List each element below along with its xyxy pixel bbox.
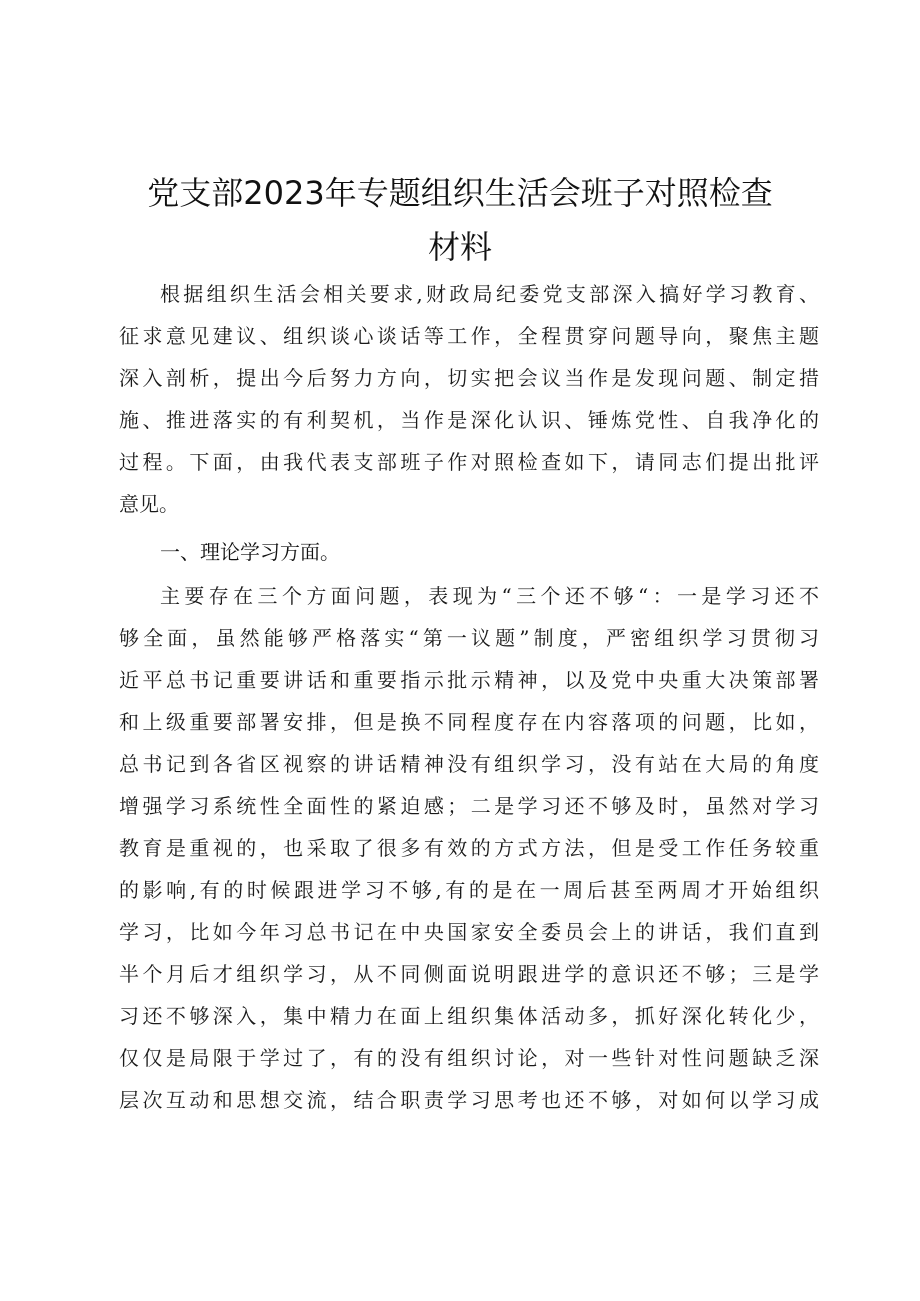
section-paragraph-line: 主要存在三个方面问题，表现为“三个还不够“：一是学习还不	[160, 584, 819, 608]
section-paragraph-line: 增强学习系统性全面性的紧迫感；二是学习还不够及时，虽然对学习	[119, 794, 819, 818]
intro-paragraph-line: 过程。下面，由我代表支部班子作对照检查如下，请同志们提出批评	[119, 450, 819, 474]
section-paragraph-line: 仅仅是局限于学过了，有的没有组织讨论，对一些针对性问题缺乏深	[119, 1046, 819, 1070]
intro-paragraph-line: 根据组织生活会相关要求,财政局纪委党支部深入搞好学习教育、	[160, 282, 819, 306]
intro-paragraph-line: 意见。	[119, 492, 179, 516]
section-paragraph-line: 够全面，虽然能够严格落实“第一议题”制度，严密组织学习贯彻习	[119, 626, 819, 650]
section-paragraph-line: 学习，比如今年习总书记在中央国家安全委员会上的讲话，我们直到	[119, 920, 819, 944]
intro-paragraph-line: 施、推进落实的有利契机，当作是深化认识、锤炼党性、自我净化的	[119, 408, 819, 432]
section-paragraph-line: 的影响,有的时候跟进学习不够,有的是在一周后甚至两周才开始组织	[119, 878, 819, 902]
document-title-line-1: 党支部2023年专题组织生活会班子对照检查	[147, 174, 773, 212]
section-paragraph-line: 教育是重视的，也采取了很多有效的方式方法，但是受工作任务较重	[119, 836, 819, 860]
section-heading-theory-study: 一、理论学习方面。	[160, 540, 340, 564]
document-title-line-2: 材料	[427, 228, 492, 266]
section-paragraph-line: 近平总书记重要讲话和重要指示批示精神，以及党中央重大决策部署	[119, 668, 819, 692]
section-paragraph-line: 半个月后才组织学习，从不同侧面说明跟进学的意识还不够；三是学	[119, 962, 819, 986]
intro-paragraph-line: 征求意见建议、组织谈心谈话等工作，全程贯穿问题导向，聚焦主题	[119, 324, 819, 348]
section-paragraph-line: 总书记到各省区视察的讲话精神没有组织学习，没有站在大局的角度	[119, 752, 819, 776]
section-paragraph-line: 习还不够深入，集中精力在面上组织集体活动多，抓好深化转化少，	[119, 1004, 819, 1028]
intro-paragraph-line: 深入剖析，提出今后努力方向，切实把会议当作是发现问题、制定措	[119, 366, 819, 390]
section-paragraph-line: 层次互动和思想交流，结合职责学习思考也还不够，对如何以学习成	[119, 1088, 819, 1112]
section-paragraph-line: 和上级重要部署安排，但是换不同程度存在内容落项的问题，比如，	[119, 710, 819, 734]
